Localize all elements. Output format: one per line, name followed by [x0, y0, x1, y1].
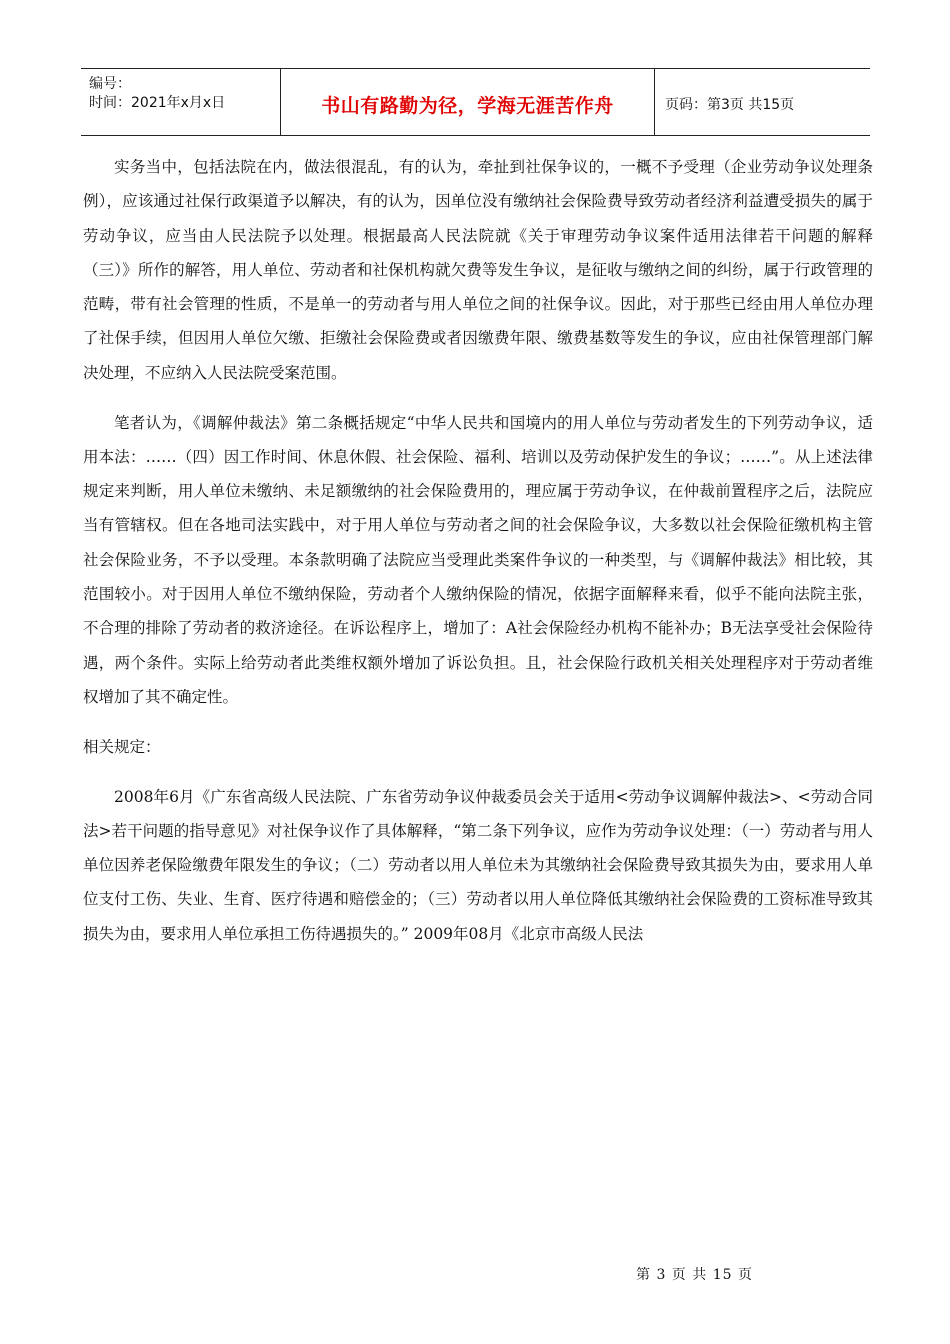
related-rules-heading: 相关规定：: [83, 737, 161, 756]
document-date-label: 时间：2021年x月x日: [89, 95, 226, 111]
page-footer: 第 3 页 共 15 页: [636, 1267, 753, 1283]
header-page-cell: [655, 69, 870, 135]
document-number-label: 编号：: [89, 76, 131, 92]
header-motto-cell: [281, 69, 655, 135]
header-page-label: 页码：第3页 共15页: [665, 97, 795, 113]
document-body: [83, 150, 873, 967]
header-motto: 书山有路勤为径，学海无涯苦作舟: [321, 94, 614, 117]
body-paragraph: 笔者认为，《调解仲裁法》第二条概括规定“中华人民共和国境内的用人单位与劳动者发生的下列劳动争议，适用本法：……（四）因工作时间、休息休假、社会保险、福利、培训以及劳动保护发生的争议；……”。从上述法律规定来判断，用人单位未缴纳、未足额缴纳的社会保险费用的，理应属于劳动争议，在仲裁前置程序之后，法院应当有管辖权。但在各地司法实践中，对于用人单位与劳动者之间的社会保险争议，大多数以社会保险征缴机构主管社会保险业务，不予以受理。本条款明确了法院应当受理此类案件争议的一种类型，与《调解仲裁法》相比较，其范围较小。对于因用人单位不缴纳保险，劳动者个人缴纳保险的情况，依据字面解释来看，似乎不能向法院主张，不合理的排除了劳动者的救济途径。在诉讼程序上，增加了：A社会保险经办机构不能补办；B无法享受社会保险待遇，两个条件。实际上给劳动者此类维权额外增加了诉讼负担。且，社会保险行政机关相关处理程序对于劳动者维权增加了其不确定性。: [83, 413, 873, 706]
body-paragraph: 实务当中，包括法院在内，做法很混乱，有的认为，牵扯到社保争议的，一概不予受理（企业劳动争议处理条例），应该通过社保行政渠道予以解决，有的认为，因单位没有缴纳社会保险费导致劳动者经济利益遭受损失的属于劳动争议，应当由人民法院予以处理。根据最高人民法院就《关于审理劳动争议案件适用法律若干问题的解释（三）》所作的解答，用人单位、劳动者和社保机构就欠费等发生争议，是征收与缴纳之间的纠纷，属于行政管理的范畴，带有社会管理的性质，不是单一的劳动者与用人单位之间的社保争议。因此，对于那些已经由用人单位办理了社保手续，但因用人单位欠缴、拒缴社会保险费或者因缴费年限、缴费基数等发生的争议，应由社保管理部门解决处理，不应纳入人民法院受案范围。: [83, 158, 873, 382]
header-meta: [81, 69, 281, 135]
header-table: [81, 68, 870, 136]
body-paragraph: 2008年6月《广东省高级人民法院、广东省劳动争议仲裁委员会关于适用<劳动争议调解仲裁法>、<劳动合同法>若干问题的指导意见》对社保争议作了具体解释，“第二条下列争议，应作为劳动争议处理：（一）劳动者与用人单位因养老保险缴费年限发生的争议；（二）劳动者以用人单位未为其缴纳社会保险费导致其损失为由，要求用人单位支付工伤、失业、生育、医疗待遇和赔偿金的；（三）劳动者以用人单位降低其缴纳社会保险费的工资标准导致其损失为由，要求用人单位承担工伤待遇损失的。” 2009年08月《北京市高级人民法: [83, 787, 873, 943]
